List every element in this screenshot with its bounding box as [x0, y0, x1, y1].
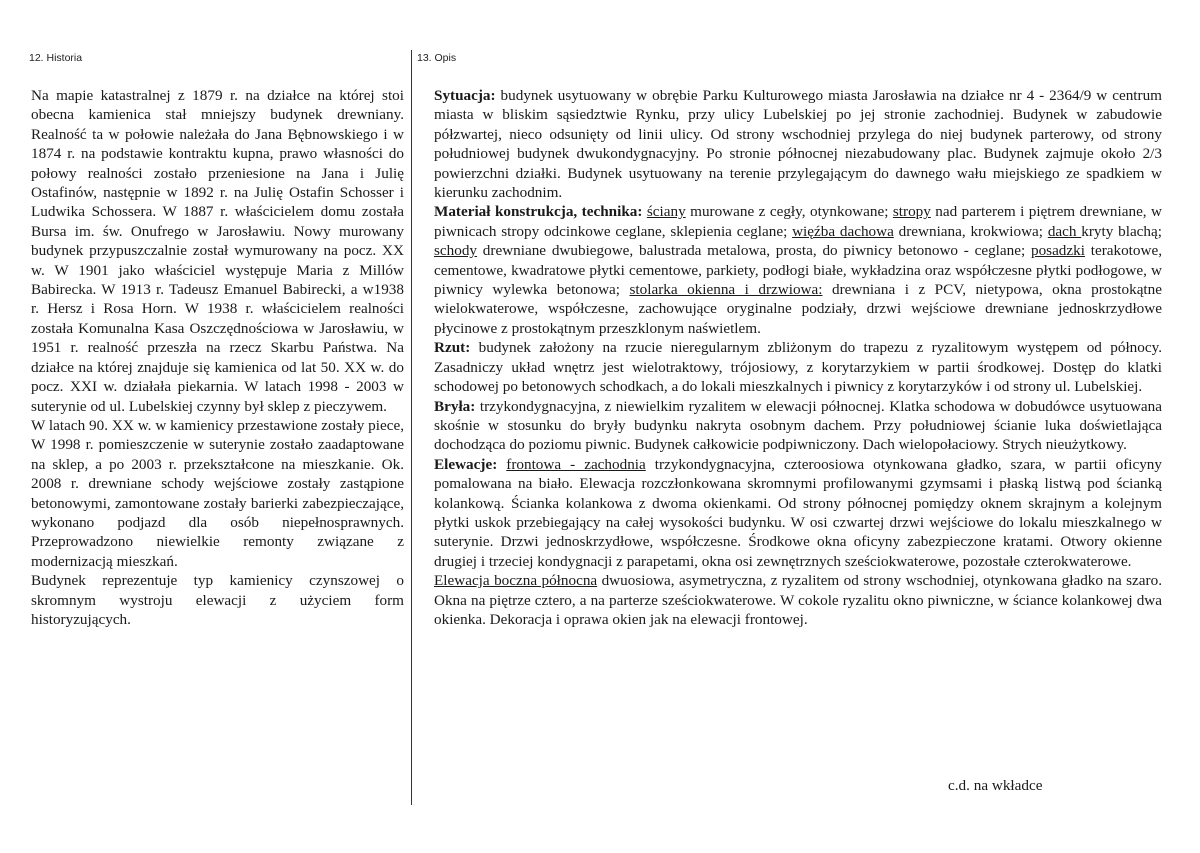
historia-paragraph-1: Na mapie katastralnej z 1879 r. na działce na której stoi obecna kamienica stał mniejszy budynek drewniany. Realność ta w połowie należała do Jana Bębnowskiego i w 1874 r. na podstawie kontraktu kupna, prawo własności do połowy realności zostało przeniesione na Jana i Julię Ostafinów, następnie w 1892 r. na Julię Ostafin Schosser i Ludwika Schossera. W 1887 r. właścicielem domu została Bursa im. św. Onufrego w Jarosławiu. Nowy murowany budynek przypuszczalnie został wymurowany na pocz. XX w. W 1901 jako właściciel występuje Maria z Millów Babirecka. W 1913 r. Tadeusz Emanuel Babirecki, a w1938 r. Hersz i Rosa Horn. W 1938 r. właścicielem realności została Komunalna Kasa Oszczędnościowa w Jarosławiu, w 1951 r. realność przeszła na rzecz Skarbu Państwa. Na działce na której znajduje się kamienica od lat 50. XX w. do pocz. XXI w. działała piekarnia. W latach 1998 - 2003 w suterynie od ul. Lubelskiej czynny był sklep z pieczywem. [31, 87, 404, 415]
term-posadzki: posadzki [1030, 242, 1085, 260]
term-sciany: ściany [646, 203, 686, 221]
term-stropy: stropy [892, 203, 931, 221]
term-dach: dach [1047, 222, 1082, 240]
bryla-text: trzykondygnacyjna, z niewielkim ryzalitem w elewacji północnej. Klatka schodowa w dobudówce usytuowana skośnie w stosunku do bryły budynku nakryta osobnym dachem. Przy południowej ścianie luka doświetlająca dochodząca do poziomu piwnic. Budynek całkowicie podpiwniczony. Dach wielopołaciowy. Strych nieużytkowy. [434, 397, 1162, 454]
material-text-4: kryty blachą; [1081, 222, 1162, 240]
material-paragraph [434, 202, 1162, 338]
section-header-opis: 13. Opis [417, 52, 457, 64]
rzut-label: Rzut: [434, 339, 471, 357]
material-text-2: nad parterem i piętrem drewniane, w piwnicach stropy odcinkowe ceglane, sklepienia ceglane; [434, 203, 1163, 240]
sytuacja-text: budynek usytuowany w obrębie Parku Kulturowego miasta Jarosławia na działce nr 4 - 2364/9 w centrum miasta w bliskim sąsiedztwie Rynku, przy ulicy Lubelskiej po jej stronie zachodniej. Budynek w zabudowie półzwartej, nieco odsunięty od linii ulicy. Od strony wschodniej przylega do niej budynek parterowy, od strony południowej budynek dwukondygnacyjny. Po stronie północnej niezabudowany plac. Budynek zajmuje około 2/3 powierzchni działki. Budynek usytuowany na terenie przylegającym do dawnego wału miejskiego ze spadkiem w kierunku zachodnim. [434, 87, 1162, 202]
elewacja-boczna-text: dwuosiowa, asymetryczna, z ryzalitem od strony wschodniej, otynkowana gładko na szaro. Okna na piętrze cztero, a na parterze sześciokwaterowe. W cokole ryzalitu okno piwniczne, w ściance kolankowej dwa okienka. Dekoracja i oprawa okien jak na elewacji frontowej. [434, 572, 1162, 628]
bryla-label: Bryła: [434, 397, 476, 415]
term-elewacja-boczna: Elewacja boczna północna [434, 572, 598, 590]
elewacje-text: trzykondygnacyjna, czteroosiowa otynkowana gładko, szara, w partii oficyny pomalowana na biało. Elewacja rozczłonkowana skromnymi profilowanymi gzymsami i płaską listwą pod ścianką kolankową. Ścianka kolankowa z dwoma okienkami. Od strony północnej pomiędzy oknem skrajnym a kolejnym płytki uskok przebiegający na całej wysokości budynku. W osi czwartej drzwi wejściowe do lokalu mieszkalnego w suterynie. Drzwi jednoskrzydłowe, współczesne. Środkowe okna oficyny zabezpieczone kratami. Otwory okienne drugiej i trzeciej kondygnacji z parapetami, okna osi zewnętrznych sześciokwaterowe, pozostałe czterokwaterowe. [434, 455, 1162, 570]
material-text-6: terakotowe, cementowe, kwadratowe płytki cementowe, parkiety, podłogi białe, wykładzina oraz współczesne płytki podłogowe, w piwnicy wylewka betonowa; [434, 242, 1163, 299]
section-header-historia: 12. Historia [29, 52, 83, 64]
opis-column [434, 86, 1162, 629]
historia-column [31, 86, 404, 629]
material-text-3: drewniana, krokwiowa; [893, 222, 1048, 240]
material-text-5: drewniane dwubiegowe, balustrada metalowa, prosta, do piwnicy betonowo - ceglane; [477, 242, 1031, 260]
historia-paragraph-3: Budynek reprezentuje typ kamienicy czynszowej o skromnym wystroju elewacji z użyciem form historyzujących. [31, 572, 404, 628]
elewacje-paragraph [434, 455, 1162, 571]
term-stolarka: stolarka okienna i drzwiowa: [629, 281, 823, 299]
sytuacja-paragraph [434, 86, 1162, 202]
spacer [497, 456, 506, 473]
elewacje-label: Elewacje: [434, 455, 498, 473]
column-divider [411, 50, 412, 805]
rzut-text: budynek założony na rzucie nieregularnym zbliżonym do trapezu z ryzalitowym występem od północy. Zasadniczy układ wnętrz jest wielotraktowy, trójosiowy, z korytarzykiem w partii środkowej. Dostęp do klatki schodowej po betonowych schodkach, a do lokali mieszkalnych i piwnicy z korytarzyków i od strony ul. Lubelskiej. [434, 339, 1162, 396]
term-wiezba: więźba dachowa [792, 222, 894, 240]
material-text-7: drewniana i z PCV, nietypowa, okna prostokątne wielokwaterowe, współczesne, zachowujące oryginalne podziały, drzwi wejściowe drewniane jednoskrzydłowe płycinowe z prostokątnym przeszklonym naświetlem. [434, 281, 1162, 337]
continued-note: c.d. na wkładce [948, 777, 1043, 794]
sytuacja-label: Sytuacja: [434, 87, 496, 104]
bryla-paragraph [434, 397, 1162, 455]
material-text-1: murowane z cegły, otynkowane; [685, 203, 893, 221]
elewacja-boczna-paragraph [434, 571, 1162, 629]
material-label: Materiał konstrukcja, technika: [434, 203, 643, 221]
term-schody: schody [434, 242, 478, 260]
rzut-paragraph [434, 338, 1162, 396]
term-frontowa: frontowa - zachodnia [506, 455, 646, 473]
historia-paragraph-2: W latach 90. XX w. w kamienicy przestawione zostały piece, W 1998 r. pomieszczenie w suterynie zostało zaadaptowane na sklep, a po 2003 r. przekształcone na mieszkanie. Ok. 2008 r. drewniane schody wejściowe zostały zastąpione betonowymi, zamontowane zostały barierki zabezpieczające, wykonano podjazd dla osób niepełnosprawnych. Przeprowadzono niewielkie remonty związane z modernizacją mieszkań. [31, 416, 404, 570]
